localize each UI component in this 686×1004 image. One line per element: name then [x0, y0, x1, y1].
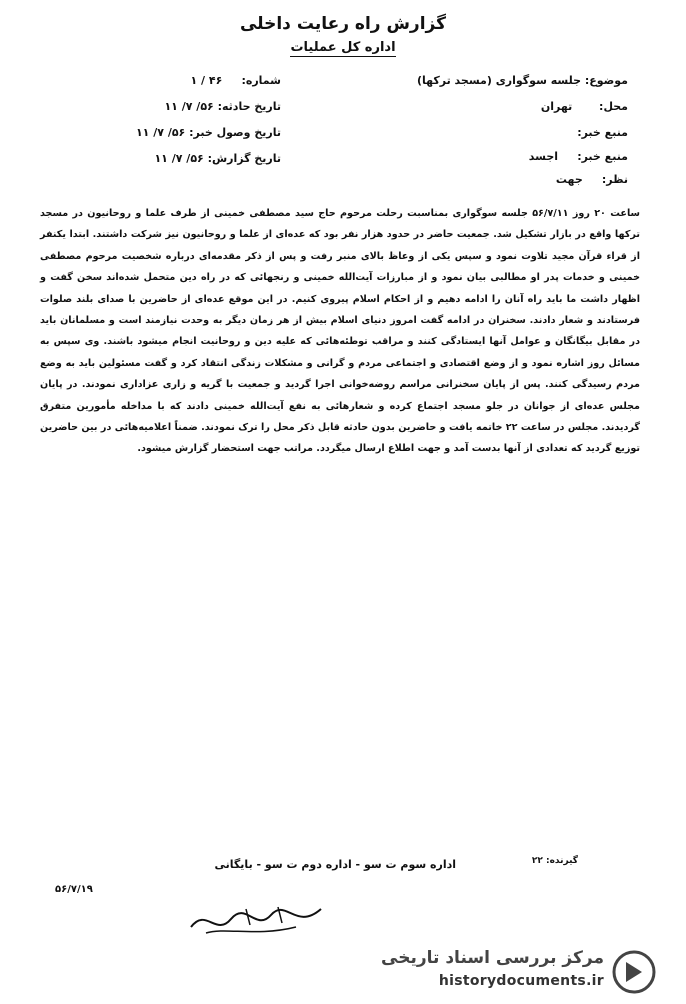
footer-date: ۵۶/۷/۱۹: [55, 884, 93, 895]
place-value: تهران: [540, 100, 573, 113]
subject-field: موضوع: جلسه سوگواری (مسجد ترکها): [416, 74, 628, 87]
opinion-value: جهت: [555, 173, 583, 186]
evaluation-field: منبع خبر: اجسد: [528, 150, 628, 163]
source-field: منبع خبر:: [577, 126, 628, 139]
receipt-date-label: تاریخ وصول خبر: [193, 126, 281, 139]
subject-label: موضوع: [589, 74, 628, 87]
recipient-note: گیرنده: ۲۲: [531, 856, 578, 866]
incident-date-field: تاریخ حادثه: ۵۶/ ۷/ ۱۱: [164, 100, 281, 113]
report-body: [40, 203, 640, 460]
department-heading: [0, 40, 686, 55]
receipt-date-field: تاریخ وصول خبر: ۵۶/ ۷/ ۱۱: [135, 126, 281, 139]
place-label: محل: [603, 100, 628, 113]
watermark-persian: مرکز بررسی اسناد تاریخی: [381, 948, 604, 968]
report-date-label: تاریخ گزارش: [211, 152, 281, 165]
document-title: گزارش راه رعایت داخلی: [239, 14, 447, 34]
evaluation-value: اجسد: [528, 150, 559, 163]
incident-date-value: ۵۶/ ۷/ ۱۱: [164, 100, 214, 113]
subject-value: جلسه سوگواری (مسجد ترکها): [416, 74, 582, 87]
distribution-line: اداره سوم ت سو - اداره دوم ت سو - بایگانی: [214, 858, 456, 871]
number-label: شماره: [245, 74, 281, 87]
source-label: منبع خبر: [581, 126, 628, 139]
number-value: ۴۶ / ۱: [190, 74, 223, 87]
department-name: اداره کل عملیات: [290, 40, 396, 55]
opinion-field: نظر: جهت: [555, 173, 628, 186]
receipt-date-value: ۵۶/ ۷/ ۱۱: [135, 126, 186, 139]
report-date-field: تاریخ گزارش: ۵۶/ ۷/ ۱۱: [154, 152, 281, 165]
place-field: محل: تهران: [540, 100, 628, 113]
incident-date-label: تاریخ حادثه: [222, 100, 281, 113]
report-date-value: ۵۶/ ۷/ ۱۱: [154, 152, 204, 165]
opinion-label: نظر: [606, 173, 628, 186]
handwritten-signature: [186, 897, 326, 943]
number-field: شماره: ۴۶ / ۱: [190, 74, 281, 87]
archive-logo-icon: [612, 950, 656, 994]
watermark-english: historydocuments.ir: [438, 973, 604, 989]
evaluation-label: منبع خبر: [581, 150, 628, 163]
report-paragraph: ساعت ۲۰ روز ۵۶/۷/۱۱ جلسه سوگواری بمناسبت رحلت مرحوم حاج سید مصطفی خمینی از طرف علما و روحانیون در مسجد ترکها واقع در بازار تشکیل شد. جمعیت حاضر در حدود هزار نفر بود که عده‌ای از علما و روحانیون نیز شرکت داشتند. ابتدا یکنفر از قراء قرآن مجید تلاوت نمود و سپس یکی از وعاظ بالای منبر رفت و پس از ذکر مقدمه‌ای درباره شخصیت مرحوم مصطفی خمینی و خدمات پدر او مطالبی بیان نمود و از مبارزات آیت‌الله خمینی و رنجهائی که در راه دین متحمل شده‌اند سخن گفت و اظهار داشت ما باید راه آنان را ادامه دهیم و از احکام اسلام پیروی کنیم. در این موقع عده‌ای از حاضرین با صدای بلند صلوات فرستادند و شعار دادند. سخنران در ادامه گفت امروز دنیای اسلام بیش از هر زمان دیگر به وحدت نیازمند است و مسلمانان باید در مقابل بیگانگان و عوامل آنها ایستادگی کنند و مراقب توطئه‌هائی که علیه دین و روحانیت انجام میشود باشند. وی سپس به مسائل روز اشاره نمود و از وضع اقتصادی و اجتماعی مردم و گرانی و مشکلات زندگی انتقاد کرد و گفت مسئولین باید به وضع مردم رسیدگی کنند. پس از پایان سخنرانی مراسم روضه‌خوانی اجرا گردید و جمعیت با گریه و زاری عزاداری نمودند. در پایان مجلس عده‌ای از جوانان در جلو مسجد اجتماع کرده و شعارهائی به نفع آیت‌الله خمینی دادند که با مداخله مأمورین متفرق گردیدند. مجلس در ساعت ۲۲ خاتمه یافت و حاضرین بدون حادثه قابل ذکر محل را ترک نمودند. ضمناً اعلامیه‌هائی در بین حاضرین توزیع گردید که تعدادی از آنها بدست آمد و جهت اطلاع ارسال میگردد. مراتب جهت استحضار گزارش میشود.: [40, 208, 640, 455]
archive-watermark: [381, 946, 656, 996]
